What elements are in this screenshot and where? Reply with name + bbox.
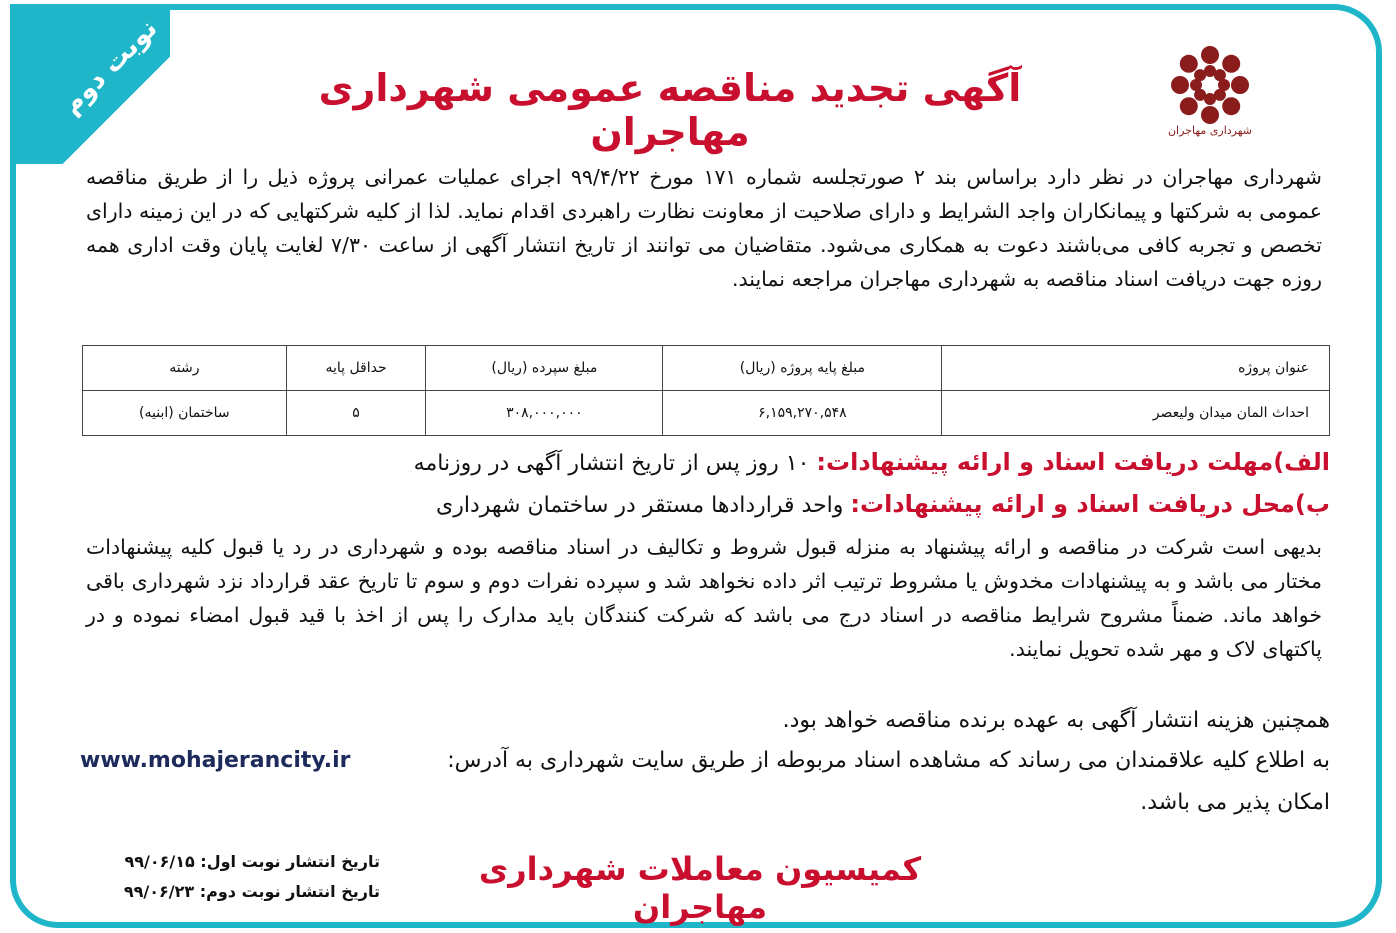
table-cell: ۳۰۸,۰۰۰,۰۰۰	[426, 391, 663, 436]
date-label: تاریخ انتشار نوبت دوم:	[199, 882, 380, 901]
footer-title: کمیسیون معاملات شهرداری مهاجران	[478, 850, 922, 926]
table-cell: ۵	[286, 391, 426, 436]
logo-caption: شهرداری مهاجران	[1167, 124, 1253, 137]
column-header: عنوان پروژه	[942, 346, 1330, 391]
column-header: مبلغ سپرده (ریال)	[426, 346, 663, 391]
deadline-label: الف)مهلت دریافت اسناد و ارائه پیشنهادات:	[816, 448, 1330, 476]
date-label: تاریخ انتشار نوبت اول:	[200, 852, 380, 871]
cost-note: همچنین هزینه انتشار آگهی به عهده برنده مناقصه خواهد بود.	[782, 708, 1330, 733]
badge-label: نوبت دوم	[56, 13, 164, 121]
location-line	[86, 490, 1330, 518]
page-title: آگهی تجدید مناقصه عمومی شهرداری مهاجران	[318, 66, 1022, 154]
column-header: حداقل پایه	[286, 346, 426, 391]
table-cell: احداث المان میدان ولیعصر	[942, 391, 1330, 436]
deadline-value: ۱۰ روز پس از تاریخ انتشار آگهی در روزنامه	[413, 451, 810, 476]
site-note-end: امکان پذیر می باشد.	[1140, 790, 1330, 815]
second-publish-date	[80, 882, 380, 901]
project-table	[82, 345, 1330, 436]
conditions-paragraph: بدیهی است شرکت در مناقصه و ارائه پیشنهاد به منزله قبول شروط و تکالیف در اسناد مناقصه بوده و شهرداری در رد یا قبول کلیه پیشنهادات مختار می باشد و به پیشنهادات مخدوش یا مشروط ترتیب اثر داده نخواهد شد و سپرده نفرات دوم و سوم تا تاریخ عقد قرارداد نزد شهرداری باقی خواهد ماند. ضمناً مشروح شرایط مناقصه در اسناد درج می باشد که شرکت کنندگان باید مدارک را پس از اخذ با قید قبول امضاء نموده و در پاکتهای لاک و مهر شده تحویل نمایند.	[86, 535, 1322, 661]
date-value: ۹۹/۰۶/۲۳	[123, 882, 195, 901]
intro-paragraph: شهرداری مهاجران در نظر دارد براساس بند ۲ صورتجلسه شماره ۱۷۱ مورخ ۹۹/۴/۲۲ اجرای عملیات عمرانی پروژه ذیل را از طریق مناقصه عمومی به شرکتها و پیمانکاران واجد الشرایط و دارای صلاحیت از معاونت نظارت راهبردی اقدام نماید. لذا از کلیه شرکتهایی که در این زمینه دارای تخصص و تجربه کافی می‌باشند دعوت به همکاری می‌شود. متقاضیان می توانند از تاریخ انتشار آگهی از ساعت ۷/۳۰ لغایت پایان وقت اداری همه روزه جهت دریافت اسناد مناقصه به شهرداری مهاجران مراجعه نمایند.	[86, 165, 1322, 291]
location-value: واحد قراردادها مستقر در ساختمان شهرداری	[436, 493, 844, 518]
column-header: مبلغ پایه پروژه (ریال)	[663, 346, 942, 391]
table-row	[83, 391, 1330, 436]
table-cell: ۶,۱۵۹,۲۷۰,۵۴۸	[663, 391, 942, 436]
first-publish-date	[80, 852, 380, 871]
website-link[interactable]: www.mohajerancity.ir	[80, 748, 351, 773]
column-header: رشته	[83, 346, 287, 391]
site-note: به اطلاع کلیه علاقمندان می رساند که مشاهده اسناد مربوطه از طریق سایت شهرداری به آدرس:	[447, 748, 1330, 773]
deadline-line	[86, 448, 1330, 476]
table-cell: ساختمان (ابنیه)	[83, 391, 287, 436]
date-value: ۹۹/۰۶/۱۵	[124, 852, 195, 871]
corner-ribbon	[10, 4, 170, 164]
table-header-row	[83, 346, 1330, 391]
location-label: ب)محل دریافت اسناد و ارائه پیشنهادات:	[850, 490, 1330, 518]
